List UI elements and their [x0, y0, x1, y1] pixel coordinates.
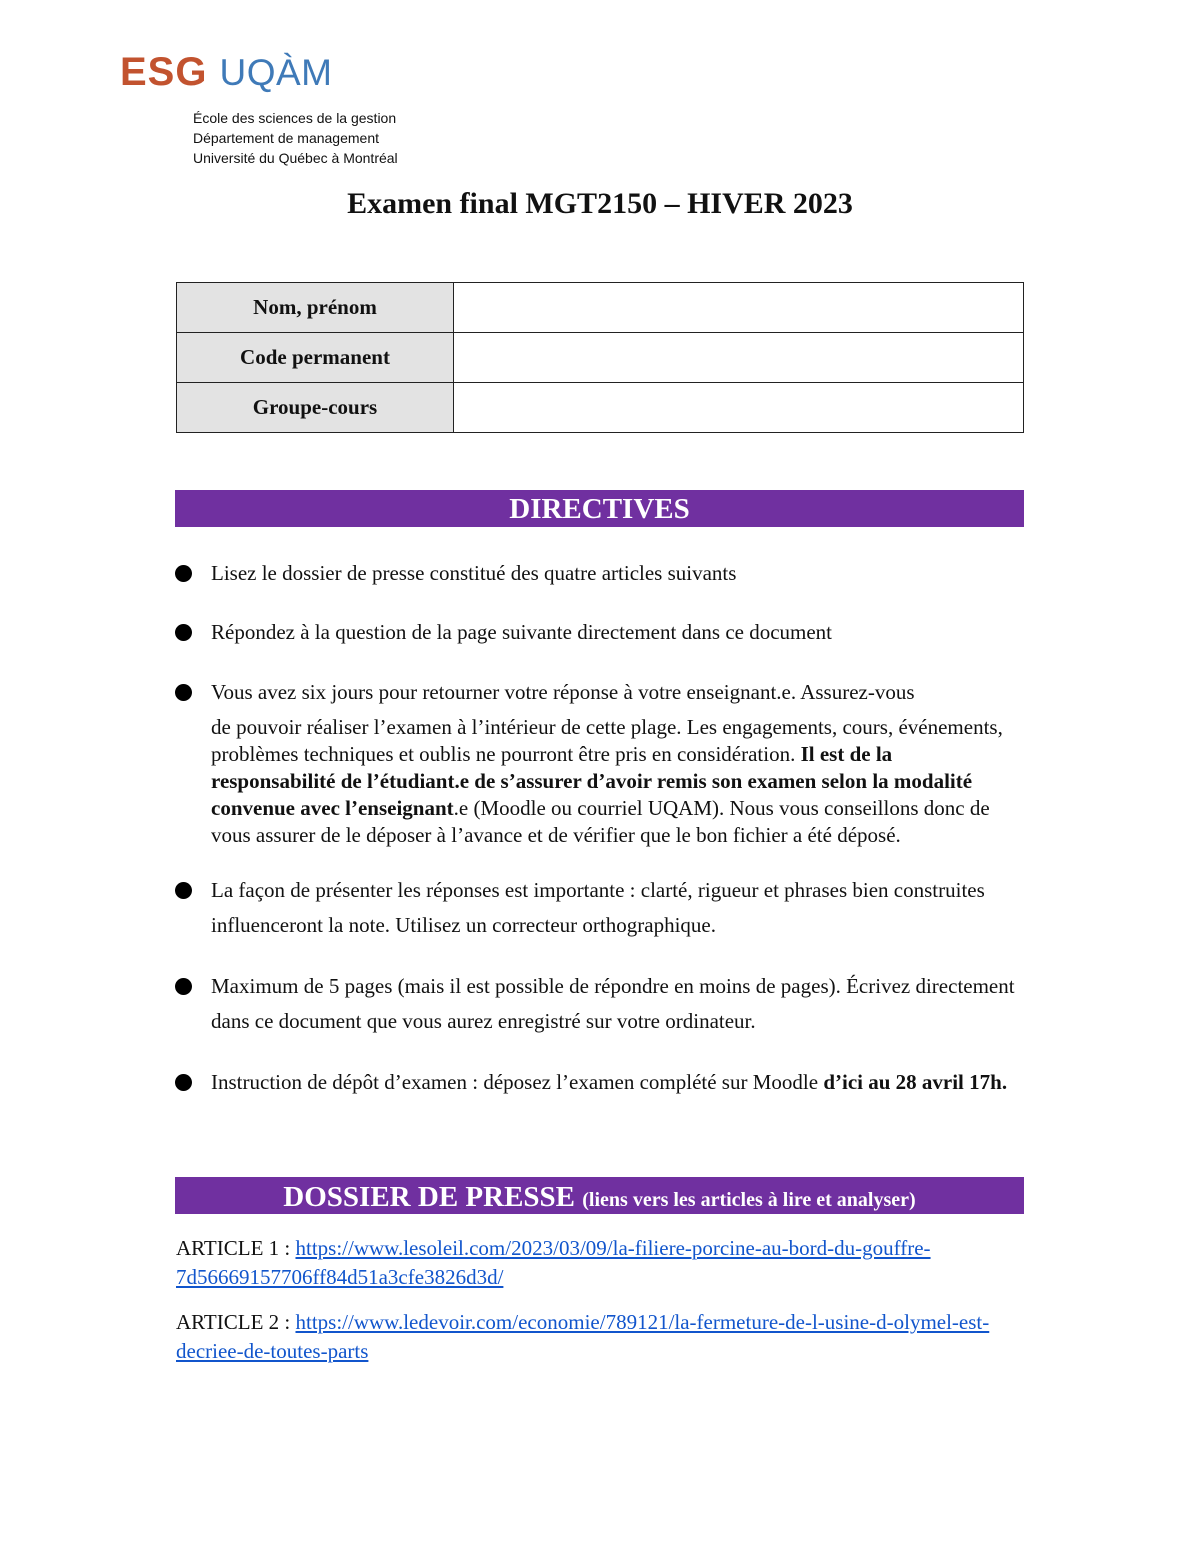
list-item — [176, 1308, 1006, 1366]
list-item — [175, 560, 1020, 587]
directive-text: de pouvoir réaliser l’examen à l’intérieur de cette plage. Les engagements, cours, événements, problèmes techniques et oublis ne pourront être pris en considération. — [211, 715, 1003, 766]
name-field[interactable] — [454, 283, 1024, 333]
dossier-presse-title: DOSSIER DE PRESSE — [283, 1181, 576, 1213]
directive-paragraph — [211, 714, 1020, 849]
school-info — [193, 108, 398, 168]
directive-text: Maximum de 5 pages (mais il est possible de répondre en moins de pages). Écrivez directement dans ce document que vous aurez enregistré sur votre ordinateur. — [211, 974, 1015, 1033]
directive-text: Répondez à la question de la page suivante directement dans ce document — [211, 620, 833, 644]
list-item — [175, 873, 1020, 943]
directive-text: La façon de présenter les réponses est importante : clarté, rigueur et phrases bien construites influenceront la note. Utilisez un correcteur orthographique. — [211, 878, 985, 937]
bullet-icon — [175, 565, 192, 582]
exam-title: Examen final MGT2150 – HIVER 2023 — [347, 187, 853, 220]
bullet-icon — [175, 624, 192, 641]
table-row — [177, 283, 1024, 333]
list-item — [176, 1234, 1006, 1292]
list-item — [175, 619, 1020, 646]
directive-text-line1: Vous avez six jours pour retourner votre réponse à votre enseignant.e. Assurez-vous — [211, 680, 915, 704]
article-label: ARTICLE 2 : — [176, 1310, 296, 1334]
directives-list — [175, 560, 1020, 1100]
list-item — [175, 1065, 1020, 1100]
dossier-presse-subtitle: (liens vers les articles à lire et analyser) — [582, 1189, 916, 1211]
logo-esg-text: ESG — [120, 50, 208, 94]
article-1-link[interactable]: https://www.lesoleil.com/2023/03/09/la-filiere-porcine-au-bord-du-gouffre-7d56669157706ff84d51a3cfe3826d3d/ — [176, 1236, 931, 1289]
list-item — [175, 969, 1020, 1039]
esg-uqam-logo — [120, 50, 332, 100]
article-label: ARTICLE 1 : — [176, 1236, 296, 1260]
code-permanent-field[interactable] — [454, 333, 1024, 383]
code-permanent-label: Code permanent — [177, 333, 454, 383]
deadline-text: d’ici au 28 avril 17h. — [823, 1070, 1008, 1094]
list-item — [175, 679, 1020, 849]
logo-uqam-text: UQÀM — [219, 52, 333, 93]
groupe-cours-label: Groupe-cours — [177, 383, 454, 433]
article-2-link[interactable]: https://www.ledevoir.com/economie/789121/la-fermeture-de-l-usine-d-olymel-est-decriee-de-toutes-parts — [176, 1310, 990, 1363]
table-row — [177, 333, 1024, 383]
directive-text: Instruction de dépôt d’examen : déposez l’examen complété sur Moodle — [211, 1070, 824, 1094]
groupe-cours-field[interactable] — [454, 383, 1024, 433]
dossier-presse-heading — [175, 1177, 1024, 1214]
university-name: Université du Québec à Montréal — [193, 150, 398, 166]
bullet-icon — [175, 684, 192, 701]
student-info-table — [176, 282, 1024, 433]
bullet-icon — [175, 978, 192, 995]
articles-list — [176, 1234, 1006, 1382]
directive-text: .e (Moodle ou courriel UQAM). Nous vous conseillons donc de vous assurer de le déposer à l’avance et de vérifier que le bon fichier a été déposé. — [211, 796, 990, 847]
department-name: Département de management — [193, 130, 379, 146]
table-row — [177, 383, 1024, 433]
directives-heading: DIRECTIVES — [175, 490, 1024, 527]
bullet-icon — [175, 882, 192, 899]
bullet-icon — [175, 1074, 192, 1091]
school-name: École des sciences de la gestion — [193, 110, 397, 126]
directive-text: Lisez le dossier de presse constitué des quatre articles suivants — [211, 561, 737, 585]
directive-bold-text: Il est de la responsabilité de l’étudiant.e de s’assurer d’avoir remis son examen selon la modalité convenue avec l’enseignant — [211, 742, 973, 820]
name-label: Nom, prénom — [177, 283, 454, 333]
